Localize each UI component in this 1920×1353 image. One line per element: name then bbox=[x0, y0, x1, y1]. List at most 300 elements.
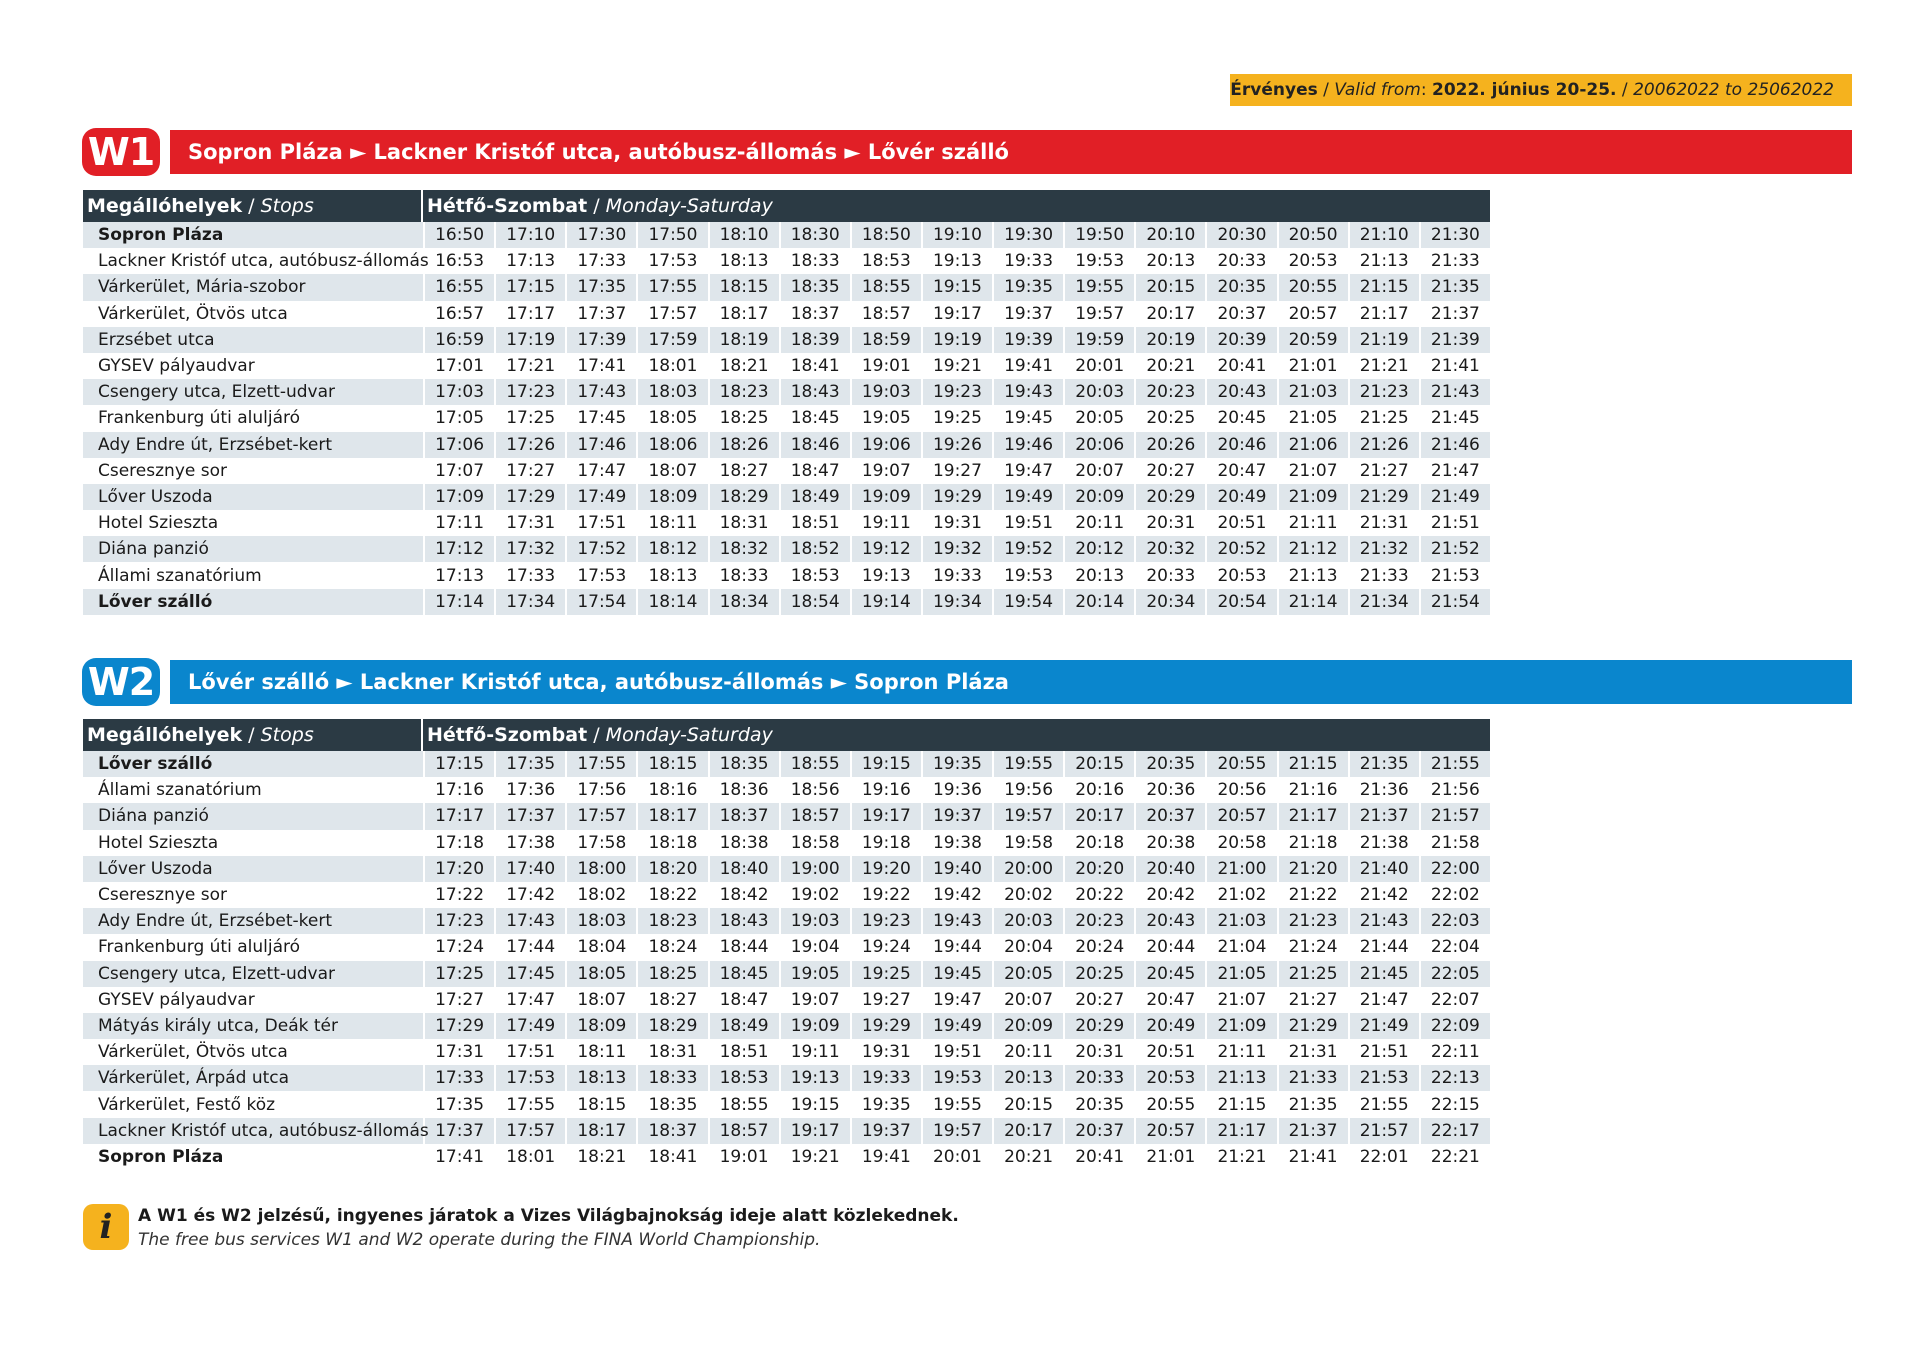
table-row bbox=[83, 379, 1490, 405]
departure-time: 19:53 bbox=[992, 562, 1063, 588]
stop-name: Csengery utca, Elzett-udvar bbox=[83, 961, 423, 987]
table-row bbox=[83, 1118, 1490, 1144]
departure-time: 17:55 bbox=[636, 274, 707, 300]
table-row bbox=[83, 353, 1490, 379]
departure-time: 17:53 bbox=[565, 562, 636, 588]
table-row bbox=[83, 882, 1490, 908]
departure-time: 21:04 bbox=[1205, 934, 1276, 960]
departure-time: 17:32 bbox=[494, 536, 565, 562]
departure-time: 17:42 bbox=[494, 882, 565, 908]
departure-time: 19:55 bbox=[921, 1091, 992, 1117]
departure-time: 19:26 bbox=[921, 432, 992, 458]
stop-name: GYSEV pályaudvar bbox=[83, 353, 423, 379]
departure-time: 17:25 bbox=[423, 961, 494, 987]
table-row bbox=[83, 856, 1490, 882]
table-row bbox=[83, 432, 1490, 458]
departure-time: 19:17 bbox=[850, 803, 921, 829]
departure-time: 19:02 bbox=[779, 882, 850, 908]
departure-time: 19:10 bbox=[921, 222, 992, 248]
departure-time: 17:37 bbox=[494, 803, 565, 829]
departure-time: 20:36 bbox=[1134, 777, 1205, 803]
departure-time: 18:46 bbox=[779, 432, 850, 458]
departure-time: 16:57 bbox=[423, 301, 494, 327]
stop-name: Cseresznye sor bbox=[83, 882, 423, 908]
departure-time: 20:34 bbox=[1134, 589, 1205, 615]
departure-time: 18:44 bbox=[708, 934, 779, 960]
departure-time: 19:37 bbox=[921, 803, 992, 829]
departure-time: 19:25 bbox=[921, 405, 992, 431]
table-row bbox=[83, 458, 1490, 484]
stop-name: Lőver szálló bbox=[83, 589, 423, 615]
departure-time: 18:24 bbox=[636, 934, 707, 960]
departure-time: 21:01 bbox=[1277, 353, 1348, 379]
departure-time: 21:55 bbox=[1348, 1091, 1419, 1117]
departure-time: 18:12 bbox=[636, 536, 707, 562]
departure-time: 18:20 bbox=[636, 856, 707, 882]
stop-name: Hotel Szieszta bbox=[83, 510, 423, 536]
departure-time: 20:18 bbox=[1063, 830, 1134, 856]
departure-time: 19:33 bbox=[921, 562, 992, 588]
departure-time: 17:33 bbox=[494, 562, 565, 588]
departure-time: 21:54 bbox=[1419, 589, 1490, 615]
departure-time: 17:53 bbox=[494, 1065, 565, 1091]
departure-time: 17:30 bbox=[565, 222, 636, 248]
departure-time: 21:07 bbox=[1277, 458, 1348, 484]
departure-time: 19:55 bbox=[1063, 274, 1134, 300]
departure-time: 21:35 bbox=[1348, 751, 1419, 777]
table-row bbox=[83, 589, 1490, 615]
route-header-w1 bbox=[82, 130, 1852, 174]
stop-name: Frankenburg úti aluljáró bbox=[83, 405, 423, 431]
departure-time: 17:49 bbox=[494, 1013, 565, 1039]
departure-time: 19:12 bbox=[850, 536, 921, 562]
departure-time: 20:39 bbox=[1205, 327, 1276, 353]
departure-time: 18:17 bbox=[708, 301, 779, 327]
departure-time: 20:31 bbox=[1134, 510, 1205, 536]
departure-time: 17:56 bbox=[565, 777, 636, 803]
departure-time: 19:35 bbox=[921, 751, 992, 777]
departure-time: 19:21 bbox=[921, 353, 992, 379]
departure-time: 18:30 bbox=[779, 222, 850, 248]
departure-time: 20:07 bbox=[1063, 458, 1134, 484]
departure-time: 19:37 bbox=[850, 1118, 921, 1144]
table-row bbox=[83, 510, 1490, 536]
departure-time: 20:54 bbox=[1205, 589, 1276, 615]
departure-time: 17:09 bbox=[423, 484, 494, 510]
departure-time: 19:15 bbox=[921, 274, 992, 300]
departure-time: 21:35 bbox=[1419, 274, 1490, 300]
departure-time: 19:57 bbox=[1063, 301, 1134, 327]
departure-time: 20:53 bbox=[1134, 1065, 1205, 1091]
stop-name: Diána panzió bbox=[83, 536, 423, 562]
departure-time: 21:22 bbox=[1277, 882, 1348, 908]
stop-name: Diána panzió bbox=[83, 803, 423, 829]
departure-time: 20:15 bbox=[1134, 274, 1205, 300]
departure-time: 20:03 bbox=[1063, 379, 1134, 405]
departure-time: 19:53 bbox=[921, 1065, 992, 1091]
departure-time: 17:07 bbox=[423, 458, 494, 484]
departure-time: 21:49 bbox=[1419, 484, 1490, 510]
departure-time: 21:09 bbox=[1277, 484, 1348, 510]
departure-time: 18:17 bbox=[636, 803, 707, 829]
departure-time: 19:34 bbox=[921, 589, 992, 615]
departure-time: 20:17 bbox=[1134, 301, 1205, 327]
departure-time: 19:29 bbox=[921, 484, 992, 510]
departure-time: 21:29 bbox=[1348, 484, 1419, 510]
departure-time: 17:45 bbox=[565, 405, 636, 431]
departure-time: 18:43 bbox=[708, 908, 779, 934]
departure-time: 17:03 bbox=[423, 379, 494, 405]
departure-time: 17:49 bbox=[565, 484, 636, 510]
departure-time: 17:50 bbox=[636, 222, 707, 248]
departure-time: 21:39 bbox=[1419, 327, 1490, 353]
table-row bbox=[83, 248, 1490, 274]
departure-time: 19:43 bbox=[921, 908, 992, 934]
departure-time: 21:10 bbox=[1348, 222, 1419, 248]
departure-time: 17:22 bbox=[423, 882, 494, 908]
departure-time: 19:30 bbox=[992, 222, 1063, 248]
departure-time: 21:51 bbox=[1419, 510, 1490, 536]
departure-time: 18:41 bbox=[636, 1144, 707, 1170]
departure-time: 19:18 bbox=[850, 830, 921, 856]
departure-time: 17:41 bbox=[423, 1144, 494, 1170]
days-column-header: Hétfő-Szombat / Monday-Saturday bbox=[423, 190, 1490, 222]
stop-name: Lackner Kristóf utca, autóbusz-állomás bbox=[83, 1118, 423, 1144]
departure-time: 17:13 bbox=[423, 562, 494, 588]
departure-time: 19:23 bbox=[921, 379, 992, 405]
departure-time: 20:22 bbox=[1063, 882, 1134, 908]
departure-time: 17:10 bbox=[494, 222, 565, 248]
departure-time: 21:23 bbox=[1277, 908, 1348, 934]
departure-time: 17:57 bbox=[494, 1118, 565, 1144]
departure-time: 17:15 bbox=[423, 751, 494, 777]
departure-time: 20:16 bbox=[1063, 777, 1134, 803]
departure-time: 17:43 bbox=[565, 379, 636, 405]
departure-time: 19:17 bbox=[779, 1118, 850, 1144]
departure-time: 21:27 bbox=[1277, 987, 1348, 1013]
departure-time: 17:14 bbox=[423, 589, 494, 615]
stop-name: Erzsébet utca bbox=[83, 327, 423, 353]
departure-time: 20:58 bbox=[1205, 830, 1276, 856]
departure-time: 18:34 bbox=[708, 589, 779, 615]
table-row bbox=[83, 1065, 1490, 1091]
departure-time: 18:13 bbox=[565, 1065, 636, 1091]
departure-time: 18:51 bbox=[779, 510, 850, 536]
departure-time: 21:40 bbox=[1348, 856, 1419, 882]
departure-time: 18:36 bbox=[708, 777, 779, 803]
departure-time: 18:49 bbox=[708, 1013, 779, 1039]
departure-time: 19:42 bbox=[921, 882, 992, 908]
departure-time: 19:56 bbox=[992, 777, 1063, 803]
departure-time: 18:39 bbox=[779, 327, 850, 353]
departure-time: 20:41 bbox=[1063, 1144, 1134, 1170]
departure-time: 17:06 bbox=[423, 432, 494, 458]
departure-time: 17:47 bbox=[565, 458, 636, 484]
stop-name: Várkerület, Mária-szobor bbox=[83, 274, 423, 300]
departure-time: 18:45 bbox=[708, 961, 779, 987]
departure-time: 20:57 bbox=[1134, 1118, 1205, 1144]
departure-time: 21:45 bbox=[1419, 405, 1490, 431]
departure-time: 19:13 bbox=[850, 562, 921, 588]
departure-time: 21:21 bbox=[1205, 1144, 1276, 1170]
departure-time: 19:15 bbox=[850, 751, 921, 777]
departure-time: 20:55 bbox=[1134, 1091, 1205, 1117]
departure-time: 19:04 bbox=[779, 934, 850, 960]
validity-banner: Érvényes / Valid from: 2022. június 20-25. / 20062022 to 25062022 bbox=[1230, 74, 1852, 106]
departure-time: 22:15 bbox=[1419, 1091, 1490, 1117]
departure-time: 20:47 bbox=[1205, 458, 1276, 484]
departure-time: 21:43 bbox=[1419, 379, 1490, 405]
departure-time: 19:49 bbox=[992, 484, 1063, 510]
departure-time: 19:31 bbox=[850, 1039, 921, 1065]
departure-time: 20:33 bbox=[1205, 248, 1276, 274]
departure-time: 18:33 bbox=[708, 562, 779, 588]
departure-time: 20:46 bbox=[1205, 432, 1276, 458]
departure-time: 21:15 bbox=[1277, 751, 1348, 777]
departure-time: 18:55 bbox=[779, 751, 850, 777]
departure-time: 17:24 bbox=[423, 934, 494, 960]
departure-time: 21:47 bbox=[1348, 987, 1419, 1013]
timetable-header-row bbox=[83, 190, 1490, 222]
departure-time: 21:26 bbox=[1348, 432, 1419, 458]
departure-time: 21:58 bbox=[1419, 830, 1490, 856]
departure-time: 21:56 bbox=[1419, 777, 1490, 803]
table-row bbox=[83, 803, 1490, 829]
departure-time: 21:31 bbox=[1348, 510, 1419, 536]
departure-time: 18:05 bbox=[565, 961, 636, 987]
departure-time: 17:46 bbox=[565, 432, 636, 458]
departure-time: 18:42 bbox=[708, 882, 779, 908]
departure-time: 17:25 bbox=[494, 405, 565, 431]
departure-time: 20:49 bbox=[1205, 484, 1276, 510]
departure-time: 18:03 bbox=[636, 379, 707, 405]
departure-time: 21:27 bbox=[1348, 458, 1419, 484]
departure-time: 19:22 bbox=[850, 882, 921, 908]
departure-time: 19:24 bbox=[850, 934, 921, 960]
stop-name: Lackner Kristóf utca, autóbusz-állomás bbox=[83, 248, 423, 274]
departure-time: 17:58 bbox=[565, 830, 636, 856]
departure-time: 18:15 bbox=[565, 1091, 636, 1117]
departure-time: 20:57 bbox=[1277, 301, 1348, 327]
departure-time: 21:51 bbox=[1348, 1039, 1419, 1065]
departure-time: 18:15 bbox=[708, 274, 779, 300]
departure-time: 19:20 bbox=[850, 856, 921, 882]
departure-time: 18:06 bbox=[636, 432, 707, 458]
departure-time: 20:13 bbox=[1134, 248, 1205, 274]
departure-time: 21:44 bbox=[1348, 934, 1419, 960]
departure-time: 20:27 bbox=[1134, 458, 1205, 484]
departure-time: 19:40 bbox=[921, 856, 992, 882]
departure-time: 20:45 bbox=[1205, 405, 1276, 431]
departure-time: 20:30 bbox=[1205, 222, 1276, 248]
departure-time: 20:04 bbox=[992, 934, 1063, 960]
stop-name: Állami szanatórium bbox=[83, 562, 423, 588]
departure-time: 18:33 bbox=[636, 1065, 707, 1091]
departure-time: 21:13 bbox=[1277, 562, 1348, 588]
departure-time: 18:29 bbox=[708, 484, 779, 510]
departure-time: 17:35 bbox=[423, 1091, 494, 1117]
departure-time: 20:21 bbox=[992, 1144, 1063, 1170]
departure-time: 21:17 bbox=[1277, 803, 1348, 829]
departure-time: 20:17 bbox=[1063, 803, 1134, 829]
departure-time: 17:21 bbox=[494, 353, 565, 379]
departure-time: 19:46 bbox=[992, 432, 1063, 458]
departure-time: 18:35 bbox=[779, 274, 850, 300]
departure-time: 20:24 bbox=[1063, 934, 1134, 960]
departure-time: 20:26 bbox=[1134, 432, 1205, 458]
departure-time: 21:05 bbox=[1205, 961, 1276, 987]
departure-time: 20:20 bbox=[1063, 856, 1134, 882]
departure-time: 19:39 bbox=[992, 327, 1063, 353]
departure-time: 16:55 bbox=[423, 274, 494, 300]
departure-time: 17:54 bbox=[565, 589, 636, 615]
departure-time: 20:51 bbox=[1134, 1039, 1205, 1065]
departure-time: 17:47 bbox=[494, 987, 565, 1013]
departure-time: 18:45 bbox=[779, 405, 850, 431]
departure-time: 19:01 bbox=[850, 353, 921, 379]
departure-time: 21:47 bbox=[1419, 458, 1490, 484]
departure-time: 20:09 bbox=[992, 1013, 1063, 1039]
note-text-en: The free bus services W1 and W2 operate during the FINA World Championship. bbox=[138, 1230, 821, 1250]
departure-time: 19:50 bbox=[1063, 222, 1134, 248]
departure-time: 17:33 bbox=[565, 248, 636, 274]
departure-time: 19:54 bbox=[992, 589, 1063, 615]
departure-time: 20:14 bbox=[1063, 589, 1134, 615]
route-badge-w2: W2 bbox=[82, 658, 160, 706]
departure-time: 17:55 bbox=[565, 751, 636, 777]
stop-name: Frankenburg úti aluljáró bbox=[83, 934, 423, 960]
departure-time: 21:57 bbox=[1348, 1118, 1419, 1144]
departure-time: 18:23 bbox=[636, 908, 707, 934]
departure-time: 18:31 bbox=[636, 1039, 707, 1065]
departure-time: 18:11 bbox=[636, 510, 707, 536]
departure-time: 21:02 bbox=[1205, 882, 1276, 908]
timetable-w1 bbox=[83, 190, 1490, 615]
departure-time: 19:47 bbox=[921, 987, 992, 1013]
departure-time: 19:19 bbox=[921, 327, 992, 353]
departure-time: 19:23 bbox=[850, 908, 921, 934]
departure-time: 18:03 bbox=[565, 908, 636, 934]
departure-time: 18:13 bbox=[636, 562, 707, 588]
departure-time: 20:41 bbox=[1205, 353, 1276, 379]
departure-time: 19:35 bbox=[850, 1091, 921, 1117]
departure-time: 17:27 bbox=[494, 458, 565, 484]
stop-name: Várkerület, Ötvös utca bbox=[83, 301, 423, 327]
departure-time: 17:23 bbox=[494, 379, 565, 405]
departure-time: 21:25 bbox=[1348, 405, 1419, 431]
departure-time: 17:16 bbox=[423, 777, 494, 803]
departure-time: 18:57 bbox=[779, 803, 850, 829]
departure-time: 21:23 bbox=[1348, 379, 1419, 405]
table-row bbox=[83, 405, 1490, 431]
stop-name: Lőver szálló bbox=[83, 751, 423, 777]
departure-time: 21:41 bbox=[1419, 353, 1490, 379]
departure-time: 19:41 bbox=[850, 1144, 921, 1170]
departure-time: 19:51 bbox=[992, 510, 1063, 536]
departure-time: 21:55 bbox=[1419, 751, 1490, 777]
departure-time: 18:27 bbox=[708, 458, 779, 484]
departure-time: 21:17 bbox=[1348, 301, 1419, 327]
departure-time: 19:36 bbox=[921, 777, 992, 803]
departure-time: 18:21 bbox=[708, 353, 779, 379]
departure-time: 19:14 bbox=[850, 589, 921, 615]
departure-time: 20:06 bbox=[1063, 432, 1134, 458]
departure-time: 21:57 bbox=[1419, 803, 1490, 829]
route-header-w2 bbox=[82, 660, 1852, 704]
departure-time: 20:42 bbox=[1134, 882, 1205, 908]
note-text-hu: A W1 és W2 jelzésű, ingyenes járatok a Vizes Világbajnokság ideje alatt közlekednek. bbox=[138, 1206, 959, 1226]
departure-time: 20:12 bbox=[1063, 536, 1134, 562]
departure-time: 21:14 bbox=[1277, 589, 1348, 615]
departure-time: 21:33 bbox=[1277, 1065, 1348, 1091]
departure-time: 19:01 bbox=[708, 1144, 779, 1170]
departure-time: 21:16 bbox=[1277, 777, 1348, 803]
stop-name: GYSEV pályaudvar bbox=[83, 987, 423, 1013]
departure-time: 18:41 bbox=[779, 353, 850, 379]
departure-time: 21:33 bbox=[1419, 248, 1490, 274]
departure-time: 20:17 bbox=[992, 1118, 1063, 1144]
departure-time: 21:18 bbox=[1277, 830, 1348, 856]
route-title-w1: Sopron Pláza ► Lackner Kristóf utca, autóbusz-állomás ► Lővér szálló bbox=[170, 130, 1852, 174]
departure-time: 19:55 bbox=[992, 751, 1063, 777]
departure-time: 19:29 bbox=[850, 1013, 921, 1039]
departure-time: 19:27 bbox=[921, 458, 992, 484]
departure-time: 20:15 bbox=[992, 1091, 1063, 1117]
stops-column-header: Megállóhelyek / Stops bbox=[83, 190, 423, 222]
departure-time: 18:31 bbox=[708, 510, 779, 536]
departure-time: 21:41 bbox=[1277, 1144, 1348, 1170]
departure-time: 18:55 bbox=[850, 274, 921, 300]
departure-time: 19:27 bbox=[850, 987, 921, 1013]
departure-time: 18:15 bbox=[636, 751, 707, 777]
departure-time: 20:52 bbox=[1205, 536, 1276, 562]
departure-time: 19:15 bbox=[779, 1091, 850, 1117]
departure-time: 17:40 bbox=[494, 856, 565, 882]
departure-time: 18:53 bbox=[850, 248, 921, 274]
departure-time: 21:24 bbox=[1277, 934, 1348, 960]
departure-time: 19:35 bbox=[992, 274, 1063, 300]
departure-time: 18:35 bbox=[708, 751, 779, 777]
departure-time: 22:21 bbox=[1419, 1144, 1490, 1170]
departure-time: 19:31 bbox=[921, 510, 992, 536]
timetable-w2 bbox=[83, 719, 1490, 1170]
departure-time: 19:53 bbox=[1063, 248, 1134, 274]
table-row bbox=[83, 274, 1490, 300]
departure-time: 21:53 bbox=[1348, 1065, 1419, 1091]
departure-time: 17:15 bbox=[494, 274, 565, 300]
table-row bbox=[83, 934, 1490, 960]
departure-time: 20:47 bbox=[1134, 987, 1205, 1013]
departure-time: 19:37 bbox=[992, 301, 1063, 327]
departure-time: 19:38 bbox=[921, 830, 992, 856]
departure-time: 21:20 bbox=[1277, 856, 1348, 882]
departure-time: 21:01 bbox=[1134, 1144, 1205, 1170]
departure-time: 18:13 bbox=[708, 248, 779, 274]
departure-time: 17:05 bbox=[423, 405, 494, 431]
departure-time: 20:32 bbox=[1134, 536, 1205, 562]
departure-time: 20:57 bbox=[1205, 803, 1276, 829]
departure-time: 18:16 bbox=[636, 777, 707, 803]
departure-time: 20:43 bbox=[1134, 908, 1205, 934]
departure-time: 18:26 bbox=[708, 432, 779, 458]
departure-time: 21:13 bbox=[1205, 1065, 1276, 1091]
departure-time: 17:38 bbox=[494, 830, 565, 856]
stop-name: Várkerület, Ötvös utca bbox=[83, 1039, 423, 1065]
departure-time: 20:05 bbox=[992, 961, 1063, 987]
stop-name: Ady Endre út, Erzsébet-kert bbox=[83, 908, 423, 934]
departure-time: 22:09 bbox=[1419, 1013, 1490, 1039]
departure-time: 19:57 bbox=[992, 803, 1063, 829]
